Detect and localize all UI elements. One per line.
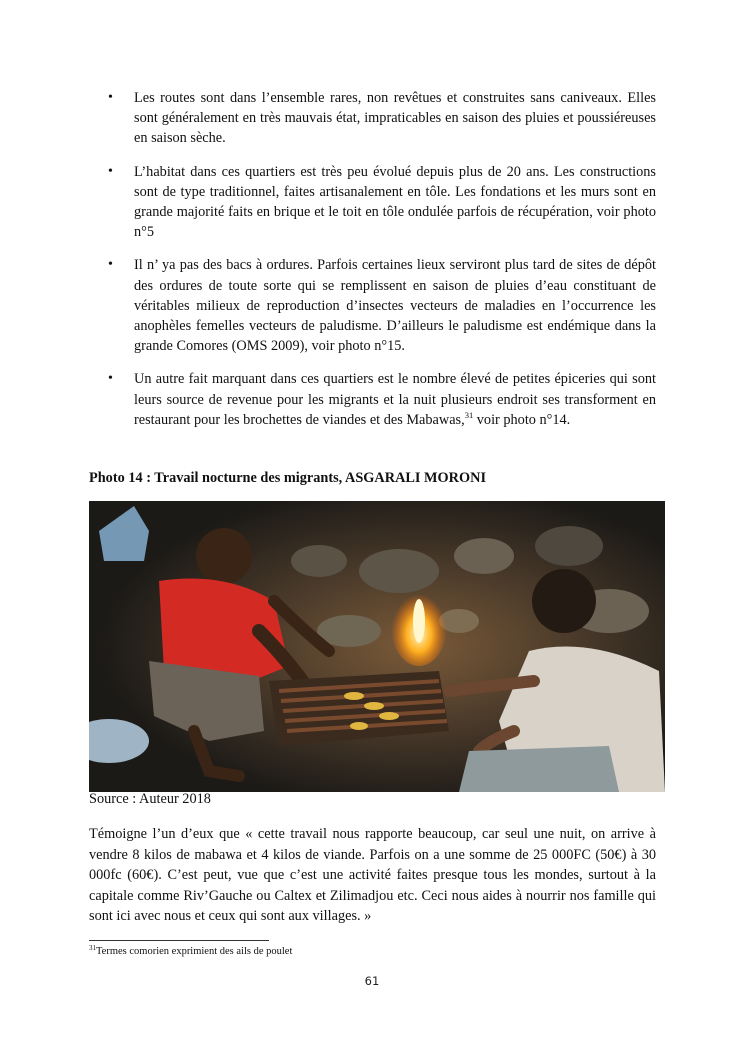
bullet-item-housing [89, 162, 656, 243]
bullet-icon: • [108, 163, 113, 179]
bullet-text-before-ref: Un autre fait marquant dans ces quartiers est le nombre élevé de petites épiceries qui sont leurs source de revenue pour les migrants et la nuit plusieurs endroit ses transforment en restaurant pour les brochettes de viandes et des Mabawas, [134, 371, 656, 428]
bullet-icon: • [108, 90, 113, 105]
bullet-text: Il n’ ya pas des bacs à ordures. Parfois certaines lieux serviront plus tard de sites de dépôt des ordures de toute sorte qui se remplissent en saison de pluies d’eau constituant de véritables milieux de reproduction d’insectes vecteurs de maladies en l’occurrence les anophèles femelles vecteurs de paludisme. D’ailleurs le paludisme est endémique dans la grande Comores (OMS 2009), voir photo n°15. [134, 257, 656, 355]
bullet-text: Les routes sont dans l’ensemble rares, non revêtues et construites sans caniveaux. Elles sont généralement en très mauvais état, impraticables en saison des pluies et poussiéreuses en saison sèche. [134, 90, 656, 147]
photo-source: Source : Auteur 2018 [89, 791, 211, 807]
bullet-item-roads [89, 88, 656, 149]
bullet-text-after-ref: voir photo n°14. [473, 411, 571, 428]
footnote-separator [89, 940, 269, 941]
bullet-icon: • [108, 371, 113, 387]
page-number: 61 [364, 974, 380, 988]
testimony-paragraph: Témoigne l’un d’eux que « cette travail nous rapporte beaucoup, car seul une nuit, on arrive à vendre 8 kilos de mabawa et 4 kilos de viande. Parfois on a une somme de 25 000FC (50€) à 30 000fc (60€). C’est peut, vue que c’est une activité faites presque tous les mondes, surtout à la capitale comme Riv’Gauche ou Caltex et Zilimadjou etc. Ceci nous aides à nourrir nos famille qui sont ici avec nous et ceux qui sont aux villages. » [89, 826, 656, 925]
photo-night-grilling [89, 501, 665, 792]
bullet-item-garbage [89, 255, 656, 356]
footnote-reference[interactable]: 31 [464, 409, 474, 420]
bullet-text: L’habitat dans ces quartiers est très peu évolué depuis plus de 20 ans. Les constructions sont de type traditionnel, faites artisanalement en tôle. Les fondations et les murs sont en grande majorité faits en brique et le toit en tôle ondulée parfois de récupération, voir photo n°5 [134, 163, 656, 241]
photo-caption: Photo 14 : Travail nocturne des migrants, ASGARALI MORONI [89, 470, 487, 486]
footnote-text: Termes comorien exprimient des ails de poulet [96, 946, 293, 957]
footnote [89, 946, 292, 957]
footnote-number: 31 [89, 944, 96, 952]
bullet-item-groceries [89, 369, 656, 430]
bullet-list [89, 88, 656, 443]
bullet-icon: • [108, 257, 113, 273]
